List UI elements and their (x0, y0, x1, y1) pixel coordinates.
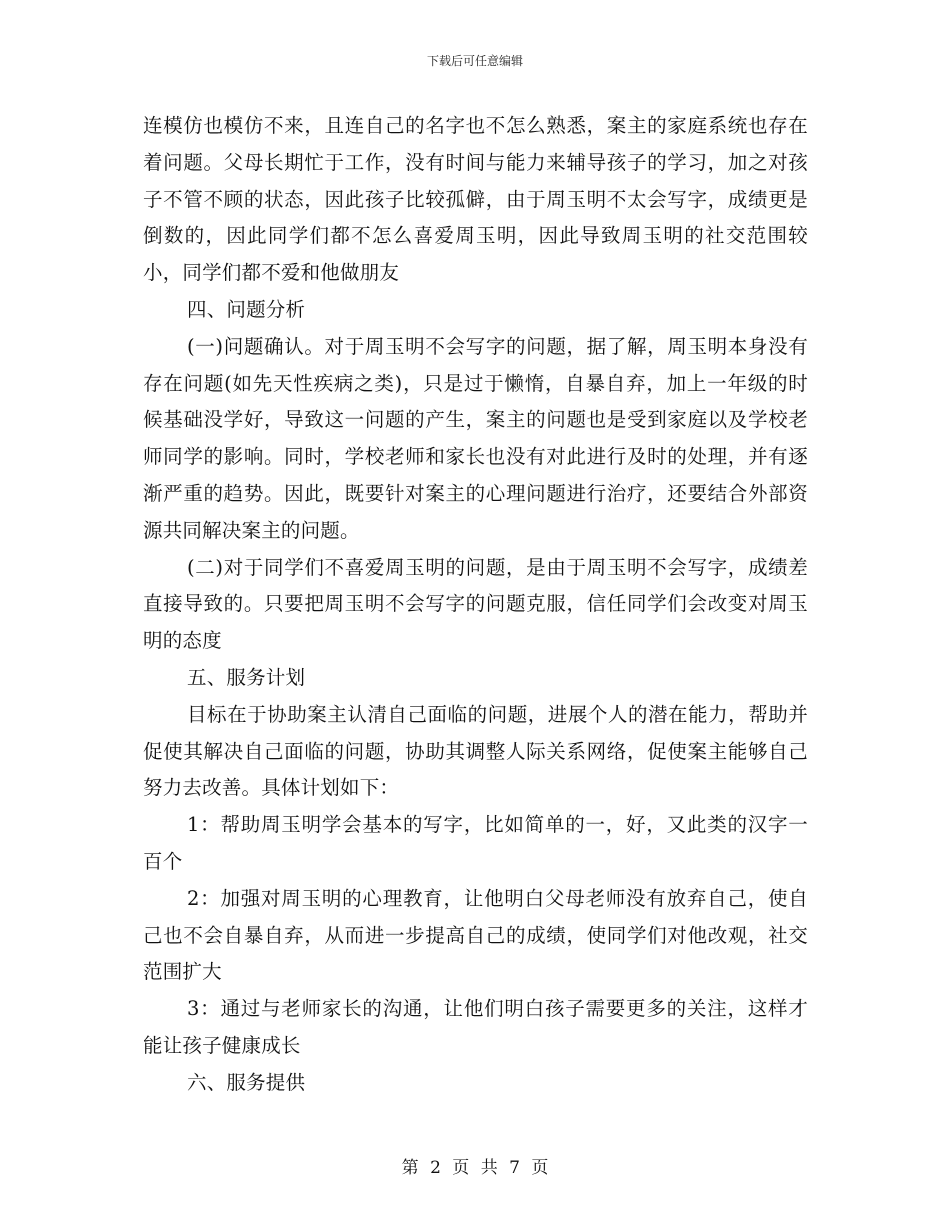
section-heading-service-provision: 六、服务提供 (187, 1070, 306, 1094)
section-heading-service-plan: 五、服务计划 (187, 665, 306, 689)
paragraph-continuation: 连模仿也模仿不来，且连自己的名字也不怎么熟悉，案主的家庭系统也存在着问题。父母长期忙于工作，没有时间与能力来辅导孩子的学习，加之对孩子不管不顾的状态，因此孩子比较孤僻，由于周玉明不太会写字，成绩更是倒数的，因此同学们都不怎么喜爱周玉明，因此导致周玉明的社交范围较小，同学们都不爱和他做朋友 (143, 114, 808, 285)
paragraph-plan-goal: 目标在于协助案主认清自己面临的问题，进展个人的潜在能力，帮助并促使其解决自己面临的问题，协助其调整人际关系网络，促使案主能够自己努力去改善。具体计划如下： (143, 702, 808, 800)
plan-item-2: 2：加强对周玉明的心理教育，让他明白父母老师没有放弃自己，使自己也不会自暴自弃，从而进一步提高自己的成绩，使同学们对他改观，社交范围扩大 (143, 886, 808, 984)
paragraph-classmates-issue: (二)对于同学们不喜爱周玉明的问题，是由于周玉明不会写字，成绩差直接导致的。只要把周玉明不会写字的问题克服，信任同学们会改变对周玉明的态度 (143, 555, 808, 653)
paragraph-problem-confirmation: (一)问题确认。对于周玉明不会写字的问题，据了解，周玉明本身没有存在问题(如先天性疾病之类)，只是过于懒惰，自暴自弃，加上一年级的时候基础没学好，导致这一问题的产生，案主的问题也是受到家庭以及学校老师同学的影响。同时，学校老师和家长也没有对此进行及时的处理，并有逐渐严重的趋势。因此，既要针对案主的心理问题进行治疗，还要结合外部资源共同解决案主的问题。 (143, 334, 808, 542)
page-number: 第 2 页 共 7 页 (401, 1158, 549, 1178)
plan-item-3: 3：通过与老师家长的沟通，让他们明白孩子需要更多的关注，这样才能让孩子健康成长 (143, 997, 808, 1057)
page-header: 下载后可任意编辑 (426, 54, 523, 68)
document-body (143, 108, 808, 1102)
plan-item-1: 1：帮助周玉明学会基本的写字，比如简单的一，好，又此类的汉字一百个 (143, 813, 808, 873)
section-heading-problem-analysis: 四、问题分析 (187, 297, 306, 321)
